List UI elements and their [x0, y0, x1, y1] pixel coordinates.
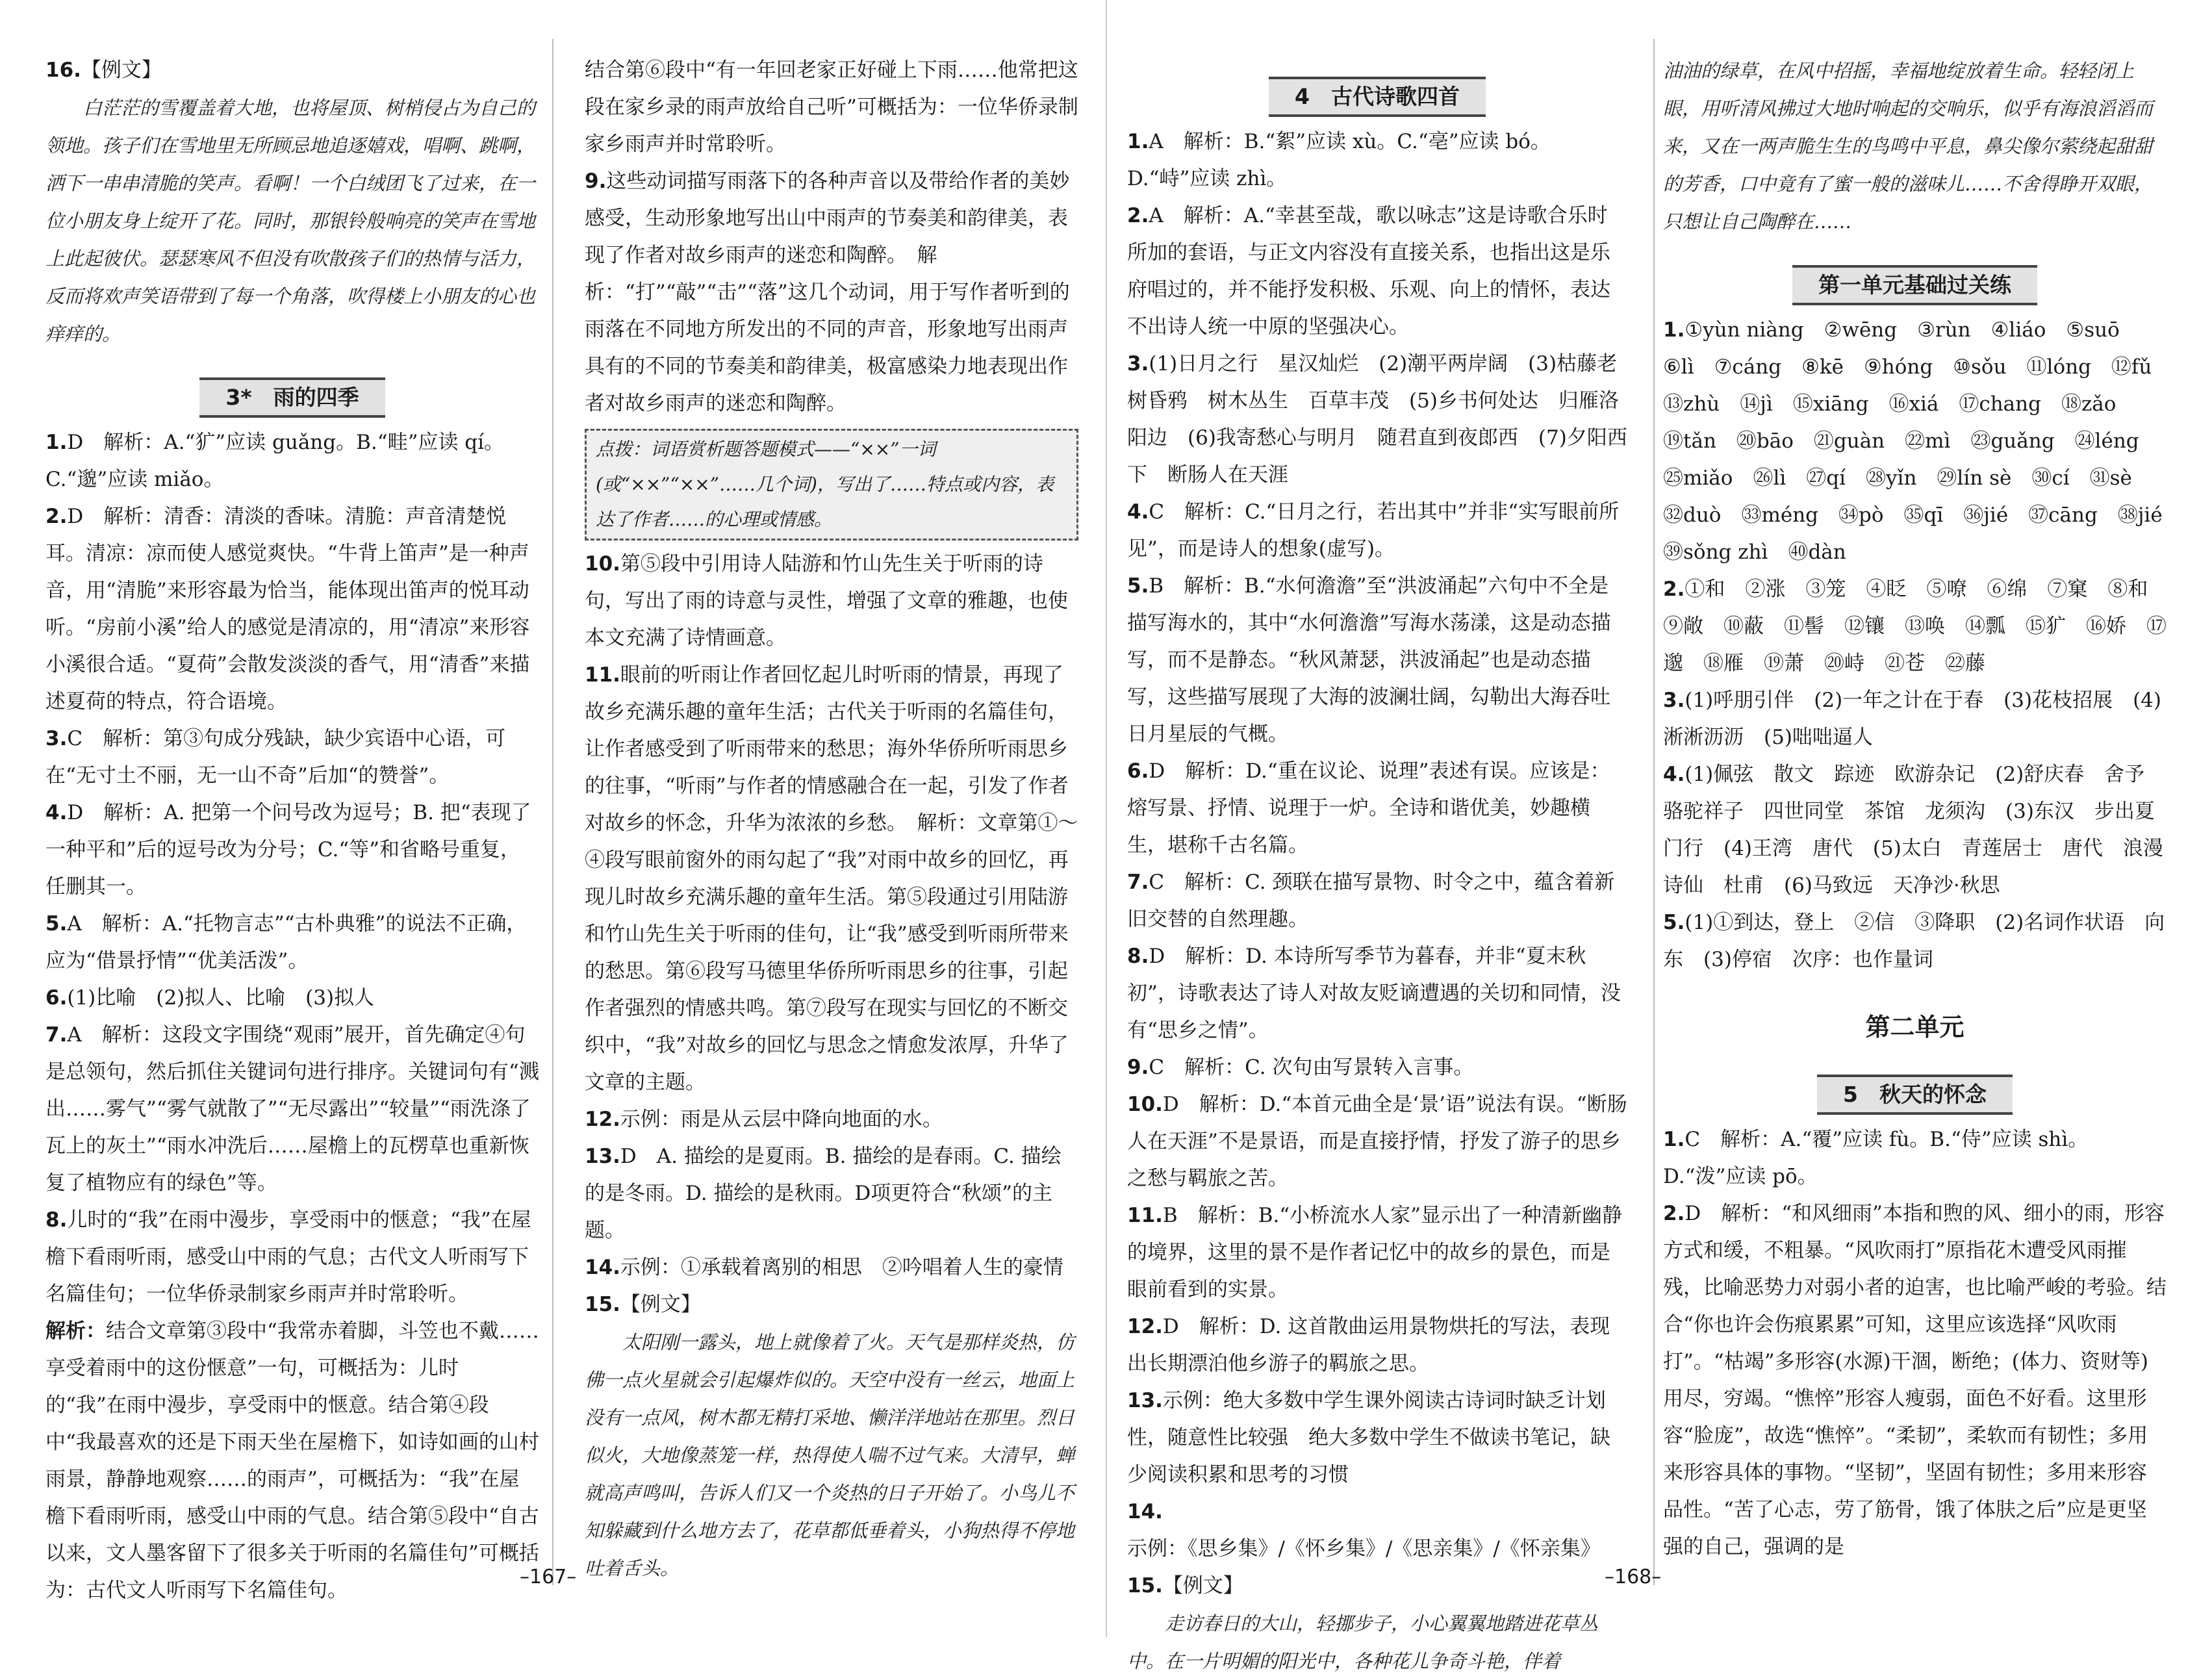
answer-item — [1127, 938, 1627, 1049]
answer-item — [45, 795, 539, 906]
question-number: 2. — [1127, 204, 1149, 227]
column-2 — [585, 52, 1078, 1587]
question-number: 1. — [45, 431, 68, 454]
answer-item — [585, 1101, 1078, 1138]
question-number: 4. — [1663, 763, 1685, 786]
answer-text: 第⑤段中引用诗人陆游和竹山先生关于听雨的诗句，写出了雨的诗意与灵性，增强了文章的雅趣，也使本文充满了诗情画意。 — [585, 552, 1068, 650]
sample-essay: 太阳刚一露头，地上就像着了火。天气是那样炎热，仿佛一点火星就会引起爆炸似的。天空中没有一丝云，地面上没有一点风，树木都无精打采地、懒洋洋地站在那里。烈日似火，大地像蒸笼一样，热得使人喘不过气来。大清早，蝉就高声鸣叫，告诉人们又一个炎热的日子开始了。小鸟儿不知躲藏到什么地方去了，花草都低垂着头，小狗热得不停地吐着舌头。 — [585, 1331, 1075, 1579]
answer-text: C 解析：C. 次句由写景转入言事。 — [1149, 1056, 1474, 1079]
question-number: 1. — [1663, 1128, 1685, 1151]
question-number: 3. — [1663, 689, 1685, 712]
sample-essay: 走访春日的大山，轻挪步子，小心翼翼地踏进花草丛中。在一片明媚的阳光中，各种花儿争奇斗艳，伴着 — [1127, 1612, 1599, 1672]
page-number-right: –168– — [1605, 1566, 1662, 1588]
unit-title: 第二单元 — [1865, 1013, 1964, 1041]
question-number: 10. — [1127, 1093, 1163, 1116]
answer-text: C 解析：C. 颈联在描写景物、时令之中，蕴含着新旧交替的自然理趣。 — [1127, 871, 1615, 931]
answer-item — [45, 1313, 539, 1609]
section-title: 第一单元基础过关练 — [1792, 265, 2037, 305]
answer-item — [1127, 1049, 1627, 1086]
answer-item — [45, 498, 539, 720]
question-number: 14. — [585, 1256, 620, 1279]
column-divider — [1653, 39, 1655, 1585]
answer-text: 示例：绝大多数中学生课外阅读古诗词时缺乏计划性，随意性比较强 绝大多数中学生不做读书笔记，缺少阅读积累和思考的习惯 — [1127, 1389, 1610, 1486]
question-number: 5. — [45, 912, 68, 935]
section-title: 4 古代诗歌四首 — [1269, 77, 1486, 117]
answer-item — [1127, 753, 1627, 864]
answer-item — [585, 1138, 1078, 1249]
sample-essay: 油油的绿草，在风中招摇，幸福地绽放着生命。轻轻闭上眼，用听清风拂过大地时响起的交响乐，似乎有海浪滔滔而来，又在一两声脆生生的鸟鸣中平息，鼻尖像尔萦绕起甜甜的芳香，口中竟有了蜜一般的滋味儿……不舍得睁开双眼，只想让自己陶醉在…… — [1663, 60, 2154, 233]
question-number: 12. — [1127, 1315, 1163, 1338]
question-number: 9. — [1127, 1056, 1149, 1079]
page-number-left: –167– — [520, 1566, 577, 1588]
answer-text: 示例：雨是从云层中降向地面的水。 — [620, 1108, 943, 1131]
answer-item — [1127, 1086, 1627, 1197]
answer-item — [1127, 1197, 1627, 1308]
answer-item — [585, 657, 1078, 1101]
answer-text: B 解析：B.“小桥流水人家”显示出了一种清新幽静的境界，这里的景不是作者记忆中的故乡的景色，而是眼前看到的实景。 — [1127, 1204, 1623, 1301]
answer-text: D 解析：D.“重在议论、说理”表述有误。应该是：熔写景、抒情、说理于一炉。全诗和谐优美，妙趣横生，堪称千古名篇。 — [1127, 759, 1610, 857]
question-number: 2. — [1663, 1202, 1685, 1225]
question-number: 5. — [1663, 911, 1685, 934]
answer-text: ①和 ②涨 ③笼 ④眨 ⑤嘹 ⑥绵 ⑦窠 ⑧和 ⑨敞 ⑩蔽 ⑪髻 ⑫镶 ⑬唤 ⑭瓢 ⑮犷 ⑯娇 ⑰邈 ⑱雁 ⑲萧 ⑳峙 ㉑苍 ㉒藤 — [1663, 578, 2168, 675]
answer-text: A 解析：A.“托物言志”“古朴典雅”的说法不正确，应为“借景抒情”“优美活泼”。 — [45, 912, 527, 973]
answer-text: 儿时的“我”在雨中漫步，享受雨中的惬意；“我”在屋檐下看雨听雨，感受山中雨的气息；古代文人听雨写下名篇佳句；一位华侨录制家乡雨声并时常聆听。 — [45, 1208, 531, 1306]
question-number: 13. — [1127, 1389, 1163, 1412]
answer-text: 这些动词描写雨落下的各种声音以及带给作者的美妙感受，生动形象地写出山中雨声的节奏美和韵律美，表现了作者对故乡雨声的迷恋和陶醉。 解析：“打”“敲”“击”“落”这几个动词，用于写作者听到的雨落在不同地方所发出的不同的声音，形象地写出雨声具有的不同的节奏美和韵律美，极富感染力地表现出作者对故乡雨声的迷恋和陶醉。 — [585, 170, 1070, 415]
answer-text: B 解析：B.“水何澹澹”至“洪波涌起”六句中不全是描写海水的，其中“水何澹澹”写海水荡漾，这是动态描写，而不是静态。“秋风萧瑟，洪波涌起”也是动态描写，这些描写展现了大海的波澜壮阔，勾勒出大海吞吐日月星辰的气概。 — [1127, 574, 1611, 746]
answer-item — [1127, 494, 1627, 568]
answer-text: A 解析：B.“絮”应读 xù。C.“亳”应读 bó。D.“峙”应读 zhì。 — [1127, 130, 1551, 190]
tip-box: 点拨：词语赏析题答题模式——“××”一词(或“××”“××”……几个词)，写出了……特点或内容，表达了作者……的心理或情感。 — [585, 429, 1078, 541]
answer-text: ①yùn niàng ②wēng ③rùn ④liáo ⑤suō ⑥lì ⑦cáng ⑧kē ⑨hóng ⑩sǒu ⑪lóng ⑫fǔ ⑬zhù ⑭jì ⑮xiāng ⑯xiá ⑰chang ⑱zǎo ⑲tǎn ⑳bāo ㉑guàn ㉒mì ㉓guǎng ㉔léng ㉕miǎo ㉖lì ㉗qí ㉘yǐn ㉙lín sè ㉚cí ㉛sè ㉜duò ㉝méng ㉞pò ㉟qī ㊱jié ㊲cāng ㊳jié ㊴sǒng zhì ㊵dàn — [1663, 318, 2183, 564]
page-spine — [1106, 0, 1107, 1637]
question-number: 3. — [1127, 352, 1149, 375]
answer-text: A 解析：这段文字围绕“观雨”展开，首先确定④句是总领句，然后抓住关键词句进行排序。关键词句有“溅出……雾气”“雾气就散了”“无尽露出”“较量”“雨洗涤了瓦上的灰土”“雨水冲洗后……屋檐上的瓦楞草也重新恢复了植物应有的绿色”等。 — [45, 1023, 539, 1195]
question-number: 3. — [45, 727, 68, 750]
answer-item — [45, 1202, 539, 1313]
question-number: 11. — [585, 663, 620, 687]
answer-item — [1127, 1382, 1627, 1494]
answer-text: D A. 描绘的是夏雨。B. 描绘的是春雨。C. 描绘的是冬雨。D. 描绘的是秋雨。D项更符合“秋颂”的主题。 — [585, 1145, 1062, 1242]
column-3 — [1127, 52, 1627, 1680]
answer-item — [585, 546, 1078, 657]
answer-text: D 解析：清香：清淡的香味。清脆：声音清楚悦耳。清凉：凉而使人感觉爽快。“牛背上笛声”是一种声音，用“清脆”来形容最为恰当，能体现出笛声的悦耳动听。“房前小溪”给人的感觉是清凉的，用“清凉”来形容小溪很合适。“夏荷”会散发淡淡的香气，用“清香”来描述夏荷的特点，符合语境。 — [45, 505, 530, 713]
question-number: 7. — [1127, 871, 1149, 894]
column-divider — [552, 39, 553, 1585]
answer-text: D 解析：A. 把第一个问号改为逗号；B. 把“表现了一种平和”后的逗号改为分号；C.“等”和省略号重复，任删其一。 — [45, 801, 531, 898]
sample-essay: 白茫茫的雪覆盖着大地，也将屋顶、树梢侵占为自己的领地。孩子们在雪地里无所顾忌地追逐嬉戏，唱啊、跳啊，洒下一串串清脆的笑声。看啊！一个白绒团飞了过来，在一位小朋友身上绽开了花。同时，那银铃般响亮的笑声在雪地上此起彼伏。瑟瑟寒风不但没有吹散孩子们的热情与活力，反而将欢声笑语带到了每一个角落，吹得楼上小朋友的心也痒痒的。 — [45, 97, 536, 345]
answer-text: D 解析：D.“本首元曲全是‘景’语”说法有误。“断肠人在天涯”不是景语，而是直接抒情，抒发了游子的思乡之愁与羁旅之苦。 — [1127, 1093, 1627, 1190]
question-number: 1. — [1663, 318, 1685, 342]
question-number: 2. — [1663, 578, 1685, 601]
question-number: 15. — [585, 1293, 620, 1316]
answer-item — [1663, 756, 2183, 904]
answer-item — [1127, 123, 1627, 197]
question-number: 14. — [1127, 1500, 1163, 1523]
answer-text: A 解析：A.“幸甚至哉，歌以咏志”这是诗歌合乐时所加的套语，与正文内容没有直接关系，也指出这是乐府唱过的，并不能抒发积极、乐观、向上的情怀，表达不出诗人统一中原的坚强决心。 — [1127, 204, 1610, 338]
section-heading — [1127, 77, 1627, 117]
answer-item — [1663, 571, 2167, 682]
answer-text: 眼前的听雨让作者回忆起儿时听雨的情景，再现了故乡充满乐趣的童年生活；古代关于听雨的名篇佳句，让作者感受到了听雨带来的愁思；海外华侨所听雨思乡的往事，“听雨”与作者的情感融合在一起，引发了作者对故乡的怀念，升华为浓浓的乡愁。 解析：文章第①～④段写眼前窗外的雨勾起了“我”对雨中故乡的回忆，再现儿时故乡充满乐趣的童年生活。第⑤段通过引用陆游和竹山先生关于听雨的佳句，让“我”感受到听雨所带来的愁思。第⑥段写马德里华侨所听雨思乡的往事，引起作者强烈的情感共鸣。第⑦段写在现实与回忆的不断交织中，“我”对故乡的回忆与思念之情愈发浓厚，升华了文章的主题。 — [585, 663, 1078, 1094]
answer-text: D 解析：D. 本诗所写季节为暮春，并非“夏末秋初”，诗歌表达了诗人对故友贬谪遭遇的关切和同情，没有“思乡之情”。 — [1127, 945, 1621, 1042]
answer-item — [1663, 682, 2167, 756]
answer-text: 【例文】 — [1162, 1574, 1243, 1597]
answer-text: C 解析：A.“覆”应读 fù。B.“侍”应读 shì。D.“泼”应读 pō。 — [1663, 1128, 2089, 1188]
question-number: 6. — [45, 986, 68, 1010]
answer-text: 示例：《思乡集》/《怀乡集》/《思亲集》/《怀亲集》 — [1127, 1537, 1601, 1560]
analysis-label: 解析： — [45, 1319, 106, 1343]
answer-item — [1663, 1121, 2167, 1195]
column-4 — [1663, 52, 2183, 1566]
answer-item — [45, 906, 539, 980]
answer-item — [1663, 312, 2183, 571]
answer-item — [585, 163, 1078, 422]
section-heading — [45, 377, 539, 418]
answer-item — [1127, 197, 1627, 346]
answer-item — [1663, 1195, 2167, 1566]
answer-text: 结合第⑥段中“有一年回老家正好碰上下雨……他常把这段在家乡录的雨声放给自己听”可概括为：一位华侨录制家乡雨声并时常聆听。 — [585, 58, 1078, 156]
answer-text: (1)比喻 (2)拟人、比喻 (3)拟人 — [67, 986, 375, 1010]
section-title: 3* 雨的四季 — [199, 377, 385, 418]
question-number: 6. — [1127, 759, 1149, 783]
question-number: 2. — [45, 505, 68, 528]
question-number: 8. — [45, 1208, 68, 1232]
answer-item — [1127, 1568, 1627, 1605]
question-number: 10. — [585, 552, 620, 576]
answer-item — [1663, 904, 2167, 978]
answer-item — [1127, 1494, 1627, 1568]
answer-text: (1)佩弦 散文 踪迹 欧游杂记 (2)舒庆春 舍予 骆驼祥子 四世同堂 茶馆 龙须沟 (3)东汉 步出夏门行 (4)王湾 唐代 (5)太白 青莲居士 唐代 浪漫 诗仙 杜甫 (6)马致远 天净沙·秋思 — [1663, 763, 2183, 897]
question-number: 11. — [1127, 1204, 1163, 1227]
answer-text: D 解析：D. 这首散曲运用景物烘托的写法，表现出长期漂泊他乡游子的羁旅之思。 — [1127, 1315, 1610, 1375]
answer-text: (1)日月之行 星汉灿烂 (2)潮平两岸阔 (3)枯藤老树昏鸦 树木丛生 百草丰茂 (5)乡书何处达 归雁洛阳边 (6)我寄愁心与明月 随君直到夜郎西 (7)夕阳西下 断肠人在天涯 — [1127, 352, 1627, 487]
question-number: 7. — [45, 1023, 68, 1047]
question-number: 4. — [45, 801, 68, 824]
answer-item — [1127, 346, 1627, 494]
column-1 — [45, 52, 539, 1609]
answer-item — [45, 424, 539, 498]
answer-text: C 解析：第③句成分残缺，缺少宾语中心语，可在“无寸土不丽，无一山不奇”后加“的赞誉”。 — [45, 727, 506, 787]
question-number: 1. — [1127, 130, 1149, 153]
answer-item — [45, 52, 539, 89]
question-number: 9. — [585, 170, 607, 193]
answer-text: 结合文章第③段中“我常赤着脚，斗笠也不戴……享受着雨中的这份惬意”一句，可概括为：儿时的“我”在雨中漫步，享受雨中的惬意。结合第④段中“我最喜欢的还是下雨天坐在屋檐下，如诗如画的山村雨景，静静地观察……的雨声”，可概括为：“我”在屋檐下看雨听雨，感受山中雨的气息。结合第⑤段中“自古以来，文人墨客留下了很多关于听雨的名篇佳句”可概括为：古代文人听雨写下名篇佳句。 — [45, 1319, 539, 1602]
question-number: 16. — [45, 58, 81, 82]
answer-text: (1)①到达，登上 ②信 ③降职 (2)名词作状语 向东 (3)停宿 次序：也作量词 — [1663, 911, 2165, 971]
answer-item — [45, 720, 539, 795]
answer-item — [45, 980, 539, 1017]
answer-item — [1127, 1308, 1627, 1382]
answer-item — [585, 1286, 1078, 1323]
question-number: 8. — [1127, 945, 1149, 968]
answer-text: 【例文】 — [81, 58, 162, 82]
question-number: 15. — [1127, 1574, 1163, 1597]
answer-item — [1127, 864, 1627, 938]
answer-item — [45, 1017, 539, 1202]
section-heading — [1663, 265, 2167, 305]
answer-text: C 解析：C.“日月之行，若出其中”并非“实写眼前所见”，而是诗人的想象(虚写)。 — [1127, 500, 1620, 561]
question-number: 5. — [1127, 574, 1149, 598]
answer-text: 【例文】 — [620, 1293, 701, 1316]
question-number: 4. — [1127, 500, 1149, 524]
section-heading — [1663, 1075, 2167, 1115]
answer-item — [585, 1249, 1078, 1286]
question-number: 12. — [585, 1108, 620, 1131]
answer-text: D 解析：A.“犷”应读 guǎng。B.“畦”应读 qí。C.“邈”应读 miǎo。 — [45, 431, 505, 491]
section-title: 5 秋天的怀念 — [1817, 1075, 2013, 1115]
answer-text: (1)呼朋引伴 (2)一年之计在于春 (3)花枝招展 (4)淅淅沥沥 (5)咄咄逼人 — [1663, 689, 2162, 749]
answer-text: 示例：①承载着离别的相思 ②吟唱着人生的豪情 — [620, 1256, 1063, 1279]
question-number: 13. — [585, 1145, 620, 1168]
answer-item — [585, 52, 1078, 163]
answer-text: D 解析：“和风细雨”本指和煦的风、细小的雨，形容方式和缓，不粗暴。“风吹雨打”原指花木遭受风雨摧残，比喻恶势力对弱小者的迫害，也比喻严峻的考验。结合“你也许会伤痕累累”可知，这里应该选择“风吹雨打”。“枯竭”多形容(水源)干涸，断绝；(体力、资财等)用尽，穷竭。“憔悴”形容人瘦弱，面色不好看。这里形容“脸庞”，故选“憔悴”。“柔韧”，柔软而有韧性；多用来形容具体的事物。“坚韧”，坚固有韧性；多用来形容品性。“苦了心志，劳了筋骨，饿了体肤之后”应是更坚强的自己，强调的是 — [1663, 1202, 2167, 1559]
answer-item — [1127, 568, 1627, 753]
